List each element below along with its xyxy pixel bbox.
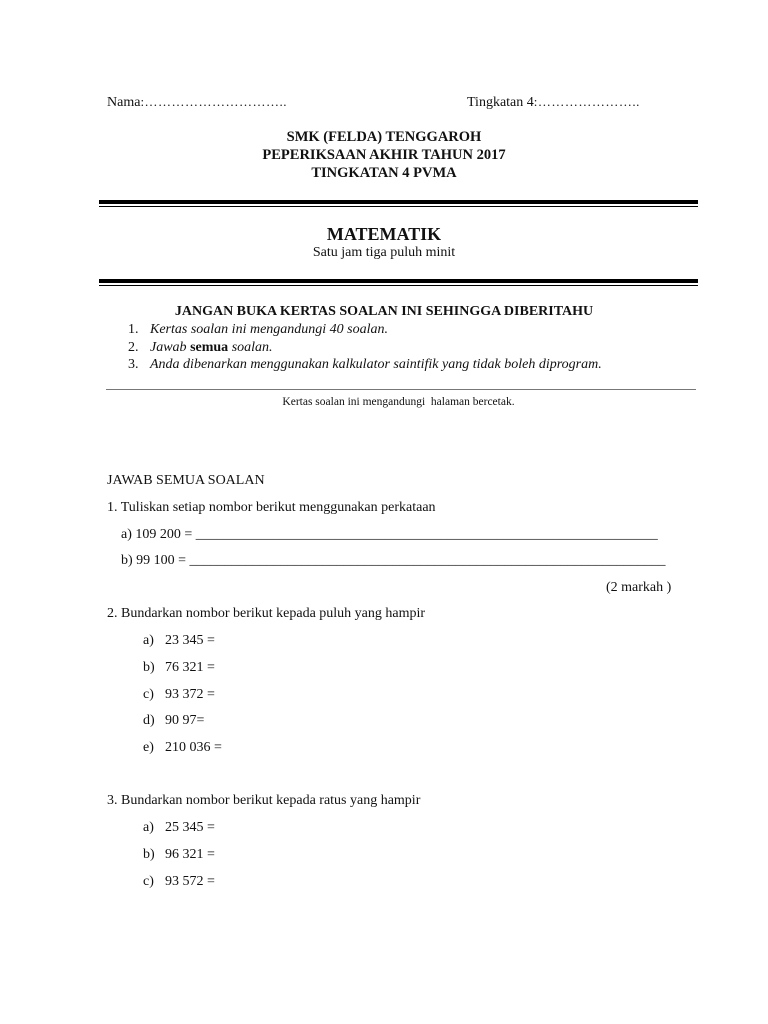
divider-thick-top [99, 200, 698, 204]
question-1-marks: (2 markah ) [606, 580, 672, 595]
instruction-item: 2. Jawab semua soalan. [128, 340, 273, 355]
school-name: SMK (FELDA) TENGGAROH [286, 129, 482, 145]
question-3c: c) 93 572 = [143, 874, 215, 889]
question-3a: a) 25 345 = [143, 820, 215, 835]
divider-thick-bottom [99, 279, 698, 283]
question-2e: e) 210 036 = [143, 740, 222, 755]
name-label: Nama [107, 95, 141, 110]
name-field [107, 94, 287, 111]
question-1a: a) 109 200 = __________________________________________________________________ [121, 527, 658, 542]
question-2b: b) 76 321 = [143, 660, 215, 675]
section-title: JAWAB SEMUA SOALAN [107, 473, 265, 488]
question-2a: a) 23 345 = [143, 633, 215, 648]
divider-thin-top [99, 206, 698, 207]
question-2c: c) 93 372 = [143, 687, 215, 702]
tingkatan-label: Tingkatan 4 [467, 95, 534, 110]
name-blank: :………………………….. [140, 94, 288, 109]
instruction-item: 1. Kertas soalan ini mengandungi 40 soalan. [128, 322, 389, 337]
exam-title: PEPERIKSAAN AKHIR TAHUN 2017 [262, 147, 506, 163]
question-1b: b) 99 100 = ____________________________________________________________________ [121, 553, 666, 568]
subject-duration: Satu jam tiga puluh minit [312, 245, 456, 260]
subject-title: MATEMATIK [326, 224, 442, 244]
tingkatan-blank: :………………….. [533, 94, 640, 109]
question-1: 1. Tuliskan setiap nombor berikut menggunakan perkataan [107, 500, 436, 515]
page-count-note: Kertas soalan ini mengandungi halaman bercetak. [282, 396, 515, 408]
question-3: 3. Bundarkan nombor berikut kepada ratus yang hampir [107, 793, 421, 808]
question-3b: b) 96 321 = [143, 847, 215, 862]
question-2: 2. Bundarkan nombor berikut kepada puluh yang hampir [107, 606, 426, 621]
question-2d: d) 90 97= [143, 713, 205, 728]
divider-thin-bottom [99, 285, 698, 286]
instructions-heading: JANGAN BUKA KERTAS SOALAN INI SEHINGGA DIBERITAHU [174, 304, 594, 319]
instruction-item: 3. Anda dibenarkan menggunakan kalkulator saintifik yang tidak boleh diprogram. [128, 357, 602, 372]
form-title: TINGKATAN 4 PVMA [311, 165, 457, 181]
tingkatan-field [467, 94, 640, 111]
footer-divider [106, 389, 696, 390]
